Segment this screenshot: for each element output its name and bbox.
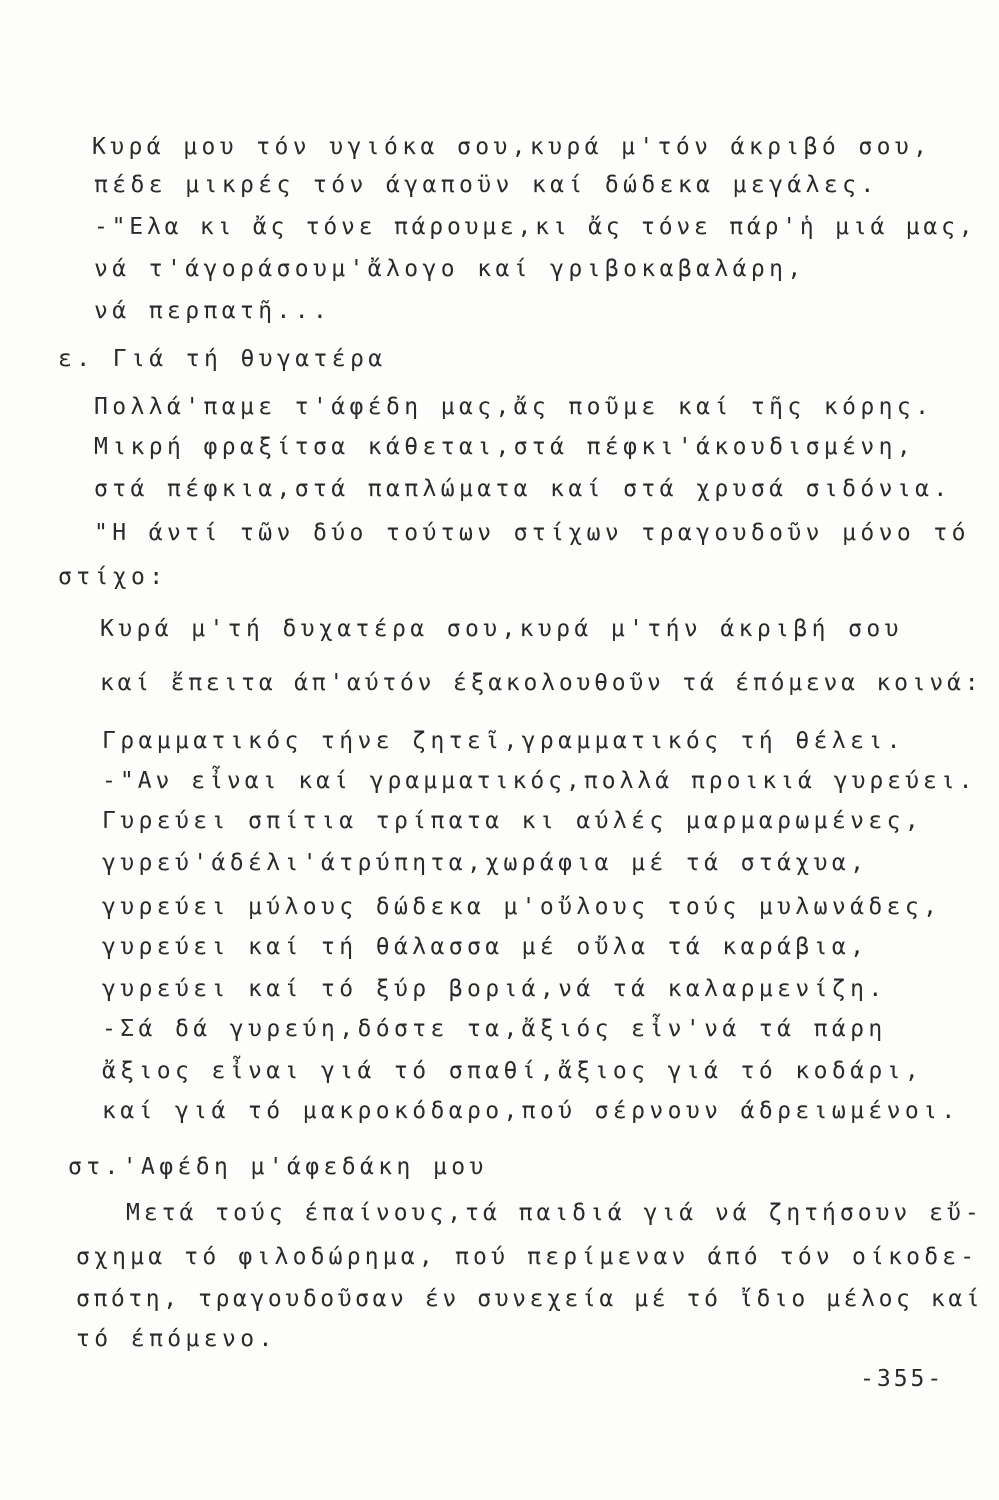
text-line: Πολλά'παμε τ'άφέδη μας,ἄς ποῦμε καί τῆς κόρης. bbox=[94, 394, 934, 420]
text-line: γυρεύει καί τό ξύρ βοριά,νά τά καλαρμενίζη. bbox=[102, 976, 887, 1002]
text-line: γυρεύει καί τή θάλασσα μέ οὔλα τά καράβια, bbox=[102, 934, 869, 960]
text-line: -"Ελα κι ἄς τόνε πάρουμε,κι ἄς τόνε πάρ'ἡ μιά μας, bbox=[94, 214, 977, 240]
text-line: Κυρά μ'τή δυχατέρα σου,κυρά μ'τήν άκριβή σου bbox=[100, 616, 903, 642]
page-number: -355- bbox=[860, 1366, 945, 1392]
text-line: Μικρή φραξίτσα κάθεται,στά πέφκι'άκουδισμένη, bbox=[94, 434, 916, 460]
text-line: Γυρεύει σπίτια τρίπατα κι αύλές μαρμαρωμένες, bbox=[102, 808, 924, 834]
paragraph-line: "Η άντί τῶν δύο τούτων στίχων τραγουδοῦν μόνο τό bbox=[94, 520, 970, 546]
text-line: πέδε μικρές τόν άγαποϋν καί δώδεκα μεγάλες. bbox=[94, 172, 879, 198]
text-line: -Σά δά γυρεύη,δόστε τα,ἄξιός εἶν'νά τά πάρη bbox=[102, 1016, 887, 1042]
paragraph-line: Μετά τούς έπαίνους,τά παιδιά γιά νά ζητήσουν εὔ- bbox=[126, 1200, 983, 1226]
text-line: γυρεύ'άδέλι'άτρύπητα,χωράφια μέ τά στάχυα, bbox=[102, 850, 869, 876]
paragraph-line: τό έπόμενο. bbox=[76, 1326, 277, 1352]
paragraph-line: σχημα τό φιλοδώρημα, πού περίμεναν άπό τόν οίκοδε- bbox=[76, 1244, 979, 1270]
text-line: καί γιά τό μακροκόδαρο,πού σέρνουν άδρειωμένοι. bbox=[102, 1098, 960, 1124]
text-line: νά περπατῆ... bbox=[94, 298, 332, 324]
text-line: Κυρά μου τόν υγιόκα σου,κυρά μ'τόν άκριβό σου, bbox=[92, 134, 932, 160]
text-line: ἄξιος εἶναι γιά τό σπαθί,ἄξιος γιά τό κοδάρι, bbox=[102, 1058, 924, 1084]
paragraph-line: σπότη, τραγουδοῦσαν έν συνεχεία μέ τό ἴδιο μέλος καί bbox=[76, 1286, 984, 1312]
text-line: νά τ'άγοράσουμ'ἄλογο καί γριβοκαβαλάρη, bbox=[94, 256, 806, 282]
section-heading: ε. Γιά τή θυγατέρα bbox=[58, 346, 387, 372]
text-line: -"Αν εἶναι καί γραμματικός,πολλά προικιά γυρεύει. bbox=[102, 768, 977, 794]
text-line: Γραμματικός τήνε ζητεῖ,γραμματικός τή θέλει. bbox=[102, 728, 905, 754]
text-line: γυρεύει μύλους δώδεκα μ'οὔλους τούς μυλωνάδες, bbox=[102, 894, 942, 920]
paragraph-line: στίχο: bbox=[58, 564, 168, 590]
section-heading: στ.'Αφέδη μ'άφεδάκη μου bbox=[68, 1154, 488, 1180]
paragraph-line: καί ἔπειτα άπ'αύτόν έξακολουθοῦν τά έπόμενα κοινά: bbox=[100, 670, 983, 696]
text-line: στά πέφκια,στά παπλώματα καί στά χρυσά σιδόνια. bbox=[94, 476, 952, 502]
